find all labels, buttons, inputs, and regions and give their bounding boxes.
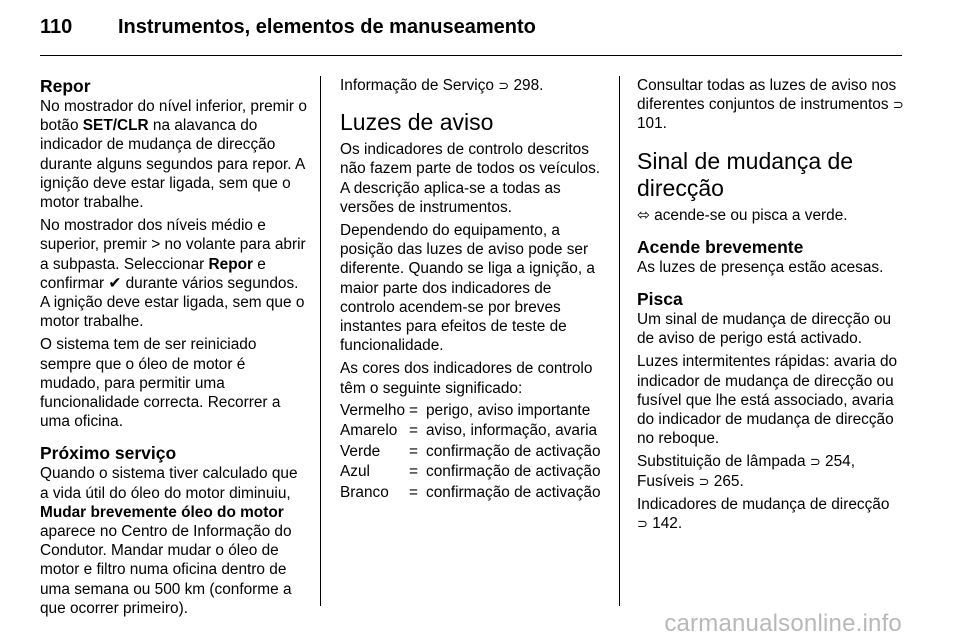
paragraph: Um sinal de mudança de direcção ou de aviso de perigo está activado. xyxy=(637,311,892,348)
column-3 xyxy=(637,76,905,537)
paragraph: Os indicadores de controlo descritos não fazem parte de todos os veículos. A descrição aplica-se a todas as versões de instrumentos. xyxy=(340,141,601,216)
paragraph: As cores dos indicadores de controlo têm o seguinte significado: xyxy=(340,360,593,397)
paragraph: Informação de Serviço ⊃ 298. xyxy=(340,77,544,94)
paragraph: No mostrador dos níveis médio e superior, premir > no volante para abrir a subpasta. Seleccionar Repor e confirmar ✔ durante vários segundos. A ignição deve estar ligada, sem que o motor trabalhe. xyxy=(40,217,306,331)
table-row xyxy=(340,402,601,423)
column-2 xyxy=(340,76,606,504)
equals-sign: = xyxy=(409,442,418,460)
cross-reference-icon: ⊃ xyxy=(809,454,821,470)
header-rule xyxy=(40,55,902,56)
paragraph: O sistema tem de ser reiniciado sempre que o óleo de motor é mudado, para permitir uma funcionalidade correcta. Recorrer a uma oficina. xyxy=(40,336,281,431)
cross-reference-icon: ⊃ xyxy=(698,473,710,489)
page-reference[interactable]: 298. xyxy=(513,77,544,94)
column-1 xyxy=(40,76,308,622)
equals-sign: = xyxy=(409,483,418,501)
paragraph: Quando o sistema tiver calculado que a vida útil do óleo do motor diminuiu, Mudar brevemente óleo do motor aparece no Centro de Informação do Condutor. Mandar mudar o óleo de motor e filtro numa oficina dentro de uma semana ou 500 km (conforme a que ocorrer primeiro). xyxy=(40,465,298,617)
colour-name: Verde xyxy=(340,442,381,460)
colour-meaning: perigo, aviso importante xyxy=(426,401,591,419)
table-row xyxy=(340,484,601,505)
page-header xyxy=(40,16,536,39)
column-divider xyxy=(320,76,321,606)
paragraph: Substituição de lâmpada ⊃ 254, Fusíveis ⊃ 265. xyxy=(637,453,855,490)
paragraph: ⬄ acende-se ou pisca a verde. xyxy=(637,206,848,224)
turn-signal-icon: ⬄ xyxy=(637,206,650,224)
heading-luzes-de-aviso: Luzes de aviso xyxy=(340,109,494,136)
page-reference[interactable]: 265. xyxy=(713,472,744,490)
table-row xyxy=(340,422,601,443)
page-reference[interactable]: 101. xyxy=(637,115,667,133)
heading-pisca: Pisca xyxy=(637,289,683,310)
page-reference[interactable]: 142. xyxy=(652,515,683,533)
colour-meaning: confirmação de activação xyxy=(426,463,601,481)
checkmark-icon: ✔ xyxy=(108,274,122,292)
equals-sign: = xyxy=(409,422,418,440)
colour-name: Vermelho xyxy=(340,401,406,419)
colour-meaning: confirmação de activação xyxy=(426,442,601,460)
column-divider xyxy=(619,76,620,606)
page-reference[interactable]: 254, xyxy=(825,453,855,471)
table-row xyxy=(340,463,601,484)
heading-proximo-servico: Próximo serviço xyxy=(40,443,177,464)
cross-reference-icon: ⊃ xyxy=(892,97,904,113)
colour-name: Azul xyxy=(340,463,370,481)
watermark: carmanualsonline.info xyxy=(664,610,902,637)
paragraph: Luzes intermitentes rápidas: avaria do indicador de mudança de direcção ou fusível que lhe está associado, avaria do indicador de mudança de direcção no reboque. xyxy=(637,353,898,448)
heading-sinal-mudanca-direccao: Sinal de mudança de direcção xyxy=(637,147,854,201)
cross-reference-icon: ⊃ xyxy=(498,78,510,93)
heading-repor: Repor xyxy=(40,76,91,96)
colour-meaning: aviso, informação, avaria xyxy=(426,422,598,440)
equals-sign: = xyxy=(409,401,418,419)
chevron-right-icon: > xyxy=(151,236,161,254)
colour-meaning-table xyxy=(340,402,601,505)
colour-name: Amarelo xyxy=(340,422,398,440)
paragraph: As luzes de presença estão acesas. xyxy=(637,258,884,276)
colour-meaning: confirmação de activação xyxy=(426,483,601,501)
page-title: Instrumentos, elementos de manuseamento xyxy=(118,16,536,38)
table-row xyxy=(340,443,601,464)
colour-name: Branco xyxy=(340,483,389,501)
paragraph: Indicadores de mudança de direcção ⊃ 142. xyxy=(637,495,890,533)
equals-sign: = xyxy=(409,463,418,481)
heading-acende-brevemente: Acende brevemente xyxy=(637,236,804,257)
paragraph: Dependendo do equipamento, a posição das luzes de aviso pode ser diferente. Quando se liga a ignição, a maior parte dos indicadores de controlo acendem-se por breves instantes para efeitos de teste de funcionalidade. xyxy=(340,222,595,355)
paragraph: Consultar todas as luzes de aviso nos diferentes conjuntos de instrumentos ⊃ 101. xyxy=(637,77,904,133)
page-number: 110 xyxy=(40,16,73,38)
cross-reference-icon: ⊃ xyxy=(637,516,648,532)
paragraph: No mostrador do nível inferior, premir o botão SET/CLR na alavanca do indicador de mudança de direcção durante alguns segundos para repor. A ignição deve estar ligada, sem que o motor trabalhe. xyxy=(40,98,307,212)
